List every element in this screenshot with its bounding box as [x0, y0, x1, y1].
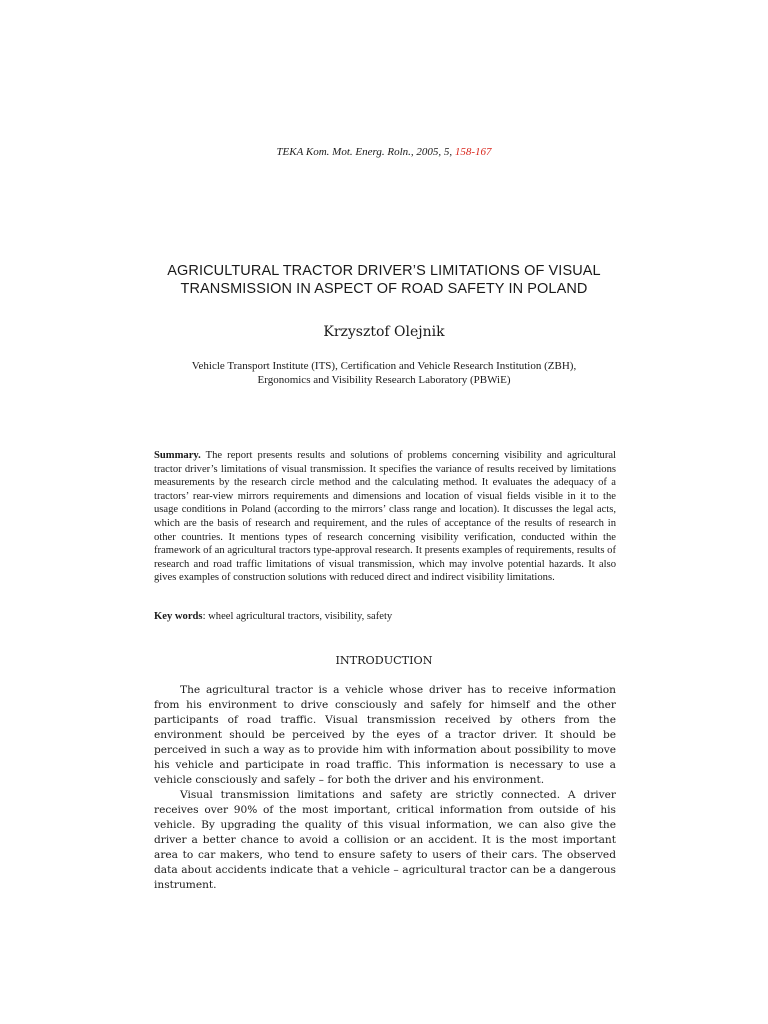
author-affiliation: [150, 359, 618, 387]
affiliation-line-1: Vehicle Transport Institute (ITS), Certification and Vehicle Research Institution (ZBH),: [191, 360, 577, 372]
article-title: AGRICULTURAL TRACTOR DRIVER’S LIMITATIONS OF VISUAL TRANSMISSION IN ASPECT OF ROAD SAFETY IN POLAND: [167, 263, 601, 297]
journal-citation: TEKA Kom. Mot. Energ. Roln., 2005, 5,: [276, 146, 453, 158]
introduction-body: [154, 683, 616, 893]
page-range: 158-167: [454, 146, 492, 158]
journal-reference: [0, 146, 768, 158]
abstract: [154, 449, 616, 585]
affiliation-line-2: Ergonomics and Visibility Research Laboratory (PBWiE): [257, 374, 511, 386]
section-heading-introduction: INTRODUCTION: [335, 654, 433, 667]
abstract-label: Summary.: [154, 450, 201, 461]
keywords-text: : wheel agricultural tractors, visibility, safety: [202, 611, 393, 622]
paragraph: Visual transmission limitations and safety are strictly connected. A driver receives over 90% of the most important, critical information from outside of his vehicle. By upgrading the quality of this visual information, we can also give the driver a better chance to avoid a collision or an accident. It is the most important area to car makers, who tend to ensure safety to users of their cars. The observed data about accidents indicate that a vehicle – agricultural tractor can be a dangerous instrument.: [154, 789, 616, 891]
keywords-label: Key words: [154, 611, 203, 622]
keywords: [154, 611, 616, 622]
paragraph: The agricultural tractor is a vehicle whose driver has to receive information from his environment to drive consciously and safely for himself and the other participants of road traffic. Visual transmission received by others from the environment should be perceived by the eyes of a tractor driver. It should be perceived in such a way as to provide him with information about possibility to move his vehicle and participate in road traffic. This information is necessary to use a vehicle consciously and safely – for both the driver and his environment.: [154, 684, 616, 786]
abstract-text: The report presents results and solutions of problems concerning visibility and agricultural tractor driver’s limitations of visual transmission. It specifies the variance of results received by limitations measurements by the research circle method and the calculating method. It evaluates the adequacy of a tractors’ rear-view mirrors requirements and dimensions and location of visual fields visible in it to the usage conditions in Poland (according to the mirrors’ class range and location). It discusses the legal acts, which are the basis of research and requirement, and the rules of acceptance of the results of research in other countries. It mentions types of research concerning visibility verification, conducted within the framework of an agricultural tractors type-approval research. It presents examples of requirements, results of research and road traffic limitations of visual transmission, which may involve potential hazards. It also gives examples of construction solutions with reduced direct and indirect visibility limitations.: [154, 450, 616, 584]
author-name: Krzysztof Olejnik: [323, 324, 445, 340]
